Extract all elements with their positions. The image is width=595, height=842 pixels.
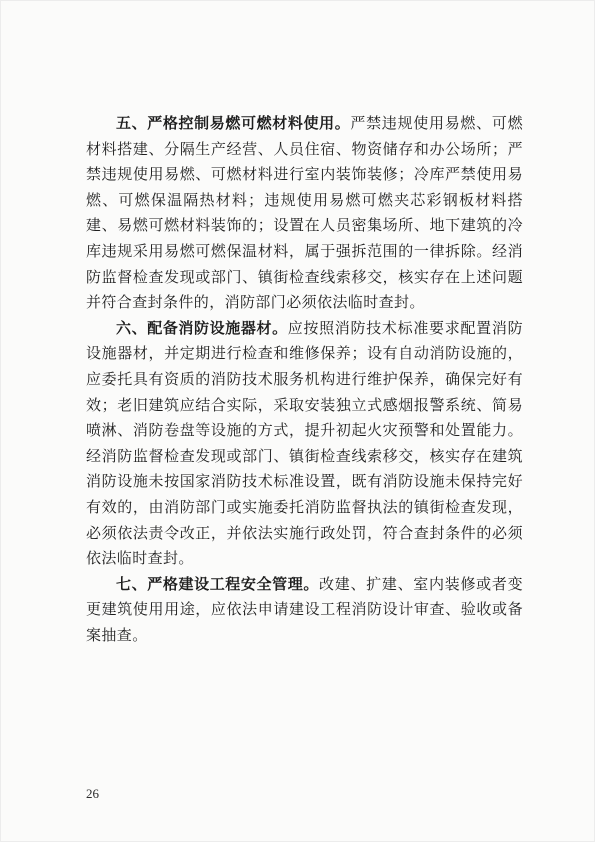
paragraph-text: 严禁违规使用易燃、可燃材料搭建、分隔生产经营、人员住宿、物资储存和办公场所；严禁违规使用易燃、可燃材料进行室内装饰装修；冷库严禁使用易燃、可燃保温隔热材料；违规使用易燃可燃夹芯彩钢板材料搭建、易燃可燃材料装饰的；设置在人员密集场所、地下建筑的冷库违规采用易燃可燃保温材料，属于强拆范围的一律拆除。经消防监督检查发现或部门、镇街检查线索移交，核实存在上述问题并符合查封条件的，消防部门必须依法临时查封。 (86, 114, 523, 312)
paragraph-heading: 七、严格建设工程安全管理。 (116, 574, 320, 593)
paragraph-heading: 五、严格控制易燃可燃材料使用。 (116, 114, 351, 132)
paragraph-text: 改建、扩建、室内装修或者变更建筑使用用途，应依法申请建设工程消防设计审查、验收或备案抽查。 (86, 574, 524, 644)
page-number: 26 (86, 786, 99, 801)
paragraph-construction-safety (86, 572, 523, 649)
document-body (86, 111, 523, 648)
paragraph-heading: 六、配备消防设施器材。 (116, 318, 288, 337)
paragraph-fire-equipment (86, 316, 523, 572)
paragraph-text: 应按照消防技术标准要求配置消防设施器材，并定期进行检查和维修保养；设有自动消防设施的，应委托具有资质的消防技术服务机构进行维护保养，确保完好有效；老旧建筑应结合实际，采取安装独立式感烟报警系统、简易喷淋、消防卷盘等设施的方式，提升初起火灾预警和处置能力。经消防监督检查发现或部门、镇街检查线索移交，核实存在建筑消防设施未按国家消防技术标准设置，既有消防设施未保持完好有效的，由消防部门或实施委托消防监督执法的镇街检查发现，必须依法责令改正，并依法实施行政处罚，符合查封条件的必须依法临时查封。 (86, 318, 523, 568)
paragraph-fire-materials (86, 111, 523, 316)
